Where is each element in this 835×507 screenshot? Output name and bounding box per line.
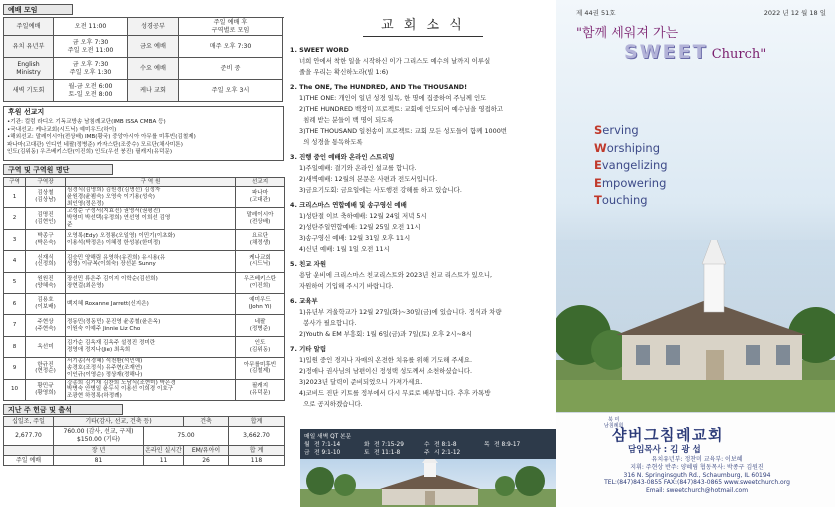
- offering-header: 합계: [229, 416, 285, 426]
- staff-line: 지휘: 주현상 반주: 양혜림 협동목사: 박종구 김원진: [630, 463, 764, 471]
- district-row: [4, 208, 285, 229]
- pastor: 담임목사 : 김 광 섭: [628, 445, 701, 455]
- slogan: [576, 22, 831, 63]
- qt-passage: 전 7:1-14: [314, 442, 341, 448]
- issue-line: [576, 8, 826, 17]
- district-row: [4, 336, 285, 357]
- district-members: 정동민(정동민) 문진영 윤종철(윤은옥) 이원숙 이예주 Jinnie Liz Cho: [66, 315, 236, 336]
- offering-title: 지난 주 헌금 및 출석: [3, 404, 123, 415]
- worship-title: 예배 모임: [3, 4, 73, 15]
- news-item: [290, 296, 556, 340]
- districts-header-row: [4, 178, 285, 187]
- attendance-value: 26: [184, 455, 229, 465]
- staff-info: [562, 456, 832, 495]
- church-photo-small: [300, 459, 560, 507]
- acrostic-rest: mpowering: [601, 175, 667, 190]
- news-item-head: 4. 크리스마스 연합예배 및 송구영신 예배: [290, 201, 407, 209]
- church-photo: [556, 240, 835, 420]
- district-mission: 필캐지 (유덕문): [236, 379, 285, 400]
- news-item-line: 2)새벽예배: 12월의 본문은 사편과 전도서입니다.: [299, 175, 438, 183]
- acrostic-cap: E: [594, 158, 602, 172]
- slogan-pre: "함께 세워져 가는: [576, 26, 679, 41]
- district-mission: 인도 (김위동): [236, 336, 285, 357]
- worship-cell: 케나 교회: [128, 80, 179, 102]
- district-mission: 말레이시아 (전상배): [236, 208, 285, 229]
- districts-header: 구 역 원: [66, 178, 236, 187]
- district-members: 김가순 김옥재 김옥주 설정진 정미란 정영애 정지나(Jie) 최옥희: [66, 336, 236, 357]
- news-item-line: 용담 운비에 크리스마스 친교리스트와 2023년 친교 리스트가 있으니,: [299, 271, 493, 279]
- district-number: 5: [4, 272, 26, 293]
- offering-value: 3,662.70: [229, 426, 285, 445]
- news-item-line: 줄을 우리는 확신하노라(빌 1:6): [299, 68, 389, 76]
- district-leader: 김명진 (김현인): [26, 208, 66, 229]
- attendance-header: 온라인 실시간: [145, 446, 182, 454]
- district-leader: 옥선미: [26, 336, 66, 357]
- district-row: [4, 272, 285, 293]
- acrostic-line: [594, 192, 668, 210]
- church-info: [556, 412, 835, 507]
- news-item-line: 1)주일예배: 결기와 온라인 설교를 합니다.: [299, 164, 417, 172]
- district-mission: 아무를미후빈 (김철제): [236, 358, 285, 379]
- district-leader: 김상철 (김상남): [26, 187, 66, 208]
- qt-day: 토: [364, 450, 370, 456]
- worship-cell: 금 오후 7:30 주일 오전 11:00: [54, 36, 128, 58]
- district-members: 고성순 구정서(지효진) 권영서(권평진) 박영미 박선택(유정희) 연선영 이희선 김영 준: [66, 208, 236, 229]
- acrostic-rest: vangelizing: [601, 158, 668, 172]
- worship-cell: 유치 유년부: [4, 36, 54, 58]
- district-row: [4, 251, 285, 272]
- cover-column: [556, 0, 835, 507]
- qt-passage: 전 7:15-29: [374, 442, 404, 448]
- district-mission: 예미우드 (John Yi): [236, 293, 285, 314]
- districts-title: 구역 및 구역원 명단: [3, 164, 113, 175]
- district-leader: 황민규 (황영희): [26, 379, 66, 400]
- contact-line: TEL:(847)843-0855 FAX:(847)843-0865 www.sweetchurch.org: [604, 479, 790, 487]
- worship-cell: 금 오후 7:30 주일 오후 1:30: [54, 58, 128, 80]
- news-item-line: 자원하여 기입해 주시기 바랍니다.: [299, 282, 394, 290]
- districts-header: 선교지: [236, 178, 285, 187]
- attendance-value: 주일 예배: [4, 455, 54, 465]
- news-item-head: 6. 교육부: [290, 297, 318, 305]
- worship-cell: English Ministry: [4, 58, 54, 80]
- acrostic-line: [594, 140, 668, 158]
- news-item-line: 2)Youth & EM 부흥회: 1월 6일(금)과 7일(토) 오후 2시~8시: [299, 330, 472, 338]
- news-item-line: 4)코비드 진단 키트를 정부에서 다시 무료로 배부합니다. 추후 카톡방: [299, 389, 491, 397]
- acrostic-cap: E: [594, 175, 602, 190]
- district-number: 2: [4, 208, 26, 229]
- district-number: 6: [4, 293, 26, 314]
- district-members: 백지혜 Roxanne Jarrett(신지은): [66, 293, 236, 314]
- news-item-line: 3)송구영신 예배: 12월 31일 오후 11시: [299, 234, 411, 242]
- missions-line: 파나마(고대관) 인디언 네팔(정병준) 카자스탄(조중수) 모르단(채사미톤): [7, 141, 183, 148]
- district-mission: 우즈베키스탄 (이진희): [236, 272, 285, 293]
- news-item-line: 너희 안에서 착한 일을 시작하신 이가 그리스도 예수의 날까지 이루실: [299, 57, 491, 65]
- qt-box: [300, 429, 560, 459]
- attendance-value: 11: [144, 455, 184, 465]
- worship-cell: 주일 예배 후 구역별로 모임: [179, 18, 283, 36]
- acrostic-line: [594, 122, 668, 140]
- news-item-head: 7. 기타 알림: [290, 345, 327, 353]
- qt-passage: 시 2:1-12: [434, 450, 461, 456]
- news-item-line: 1)성탄절 이브 축하예배: 12월 24일 저녁 5시: [299, 212, 427, 220]
- news-item: [290, 82, 556, 148]
- offering-value: 75.00: [144, 426, 229, 445]
- district-number: 3: [4, 229, 26, 250]
- worship-cell: 준비 중: [179, 58, 283, 80]
- acrostic: [594, 122, 668, 210]
- qt-row: [304, 441, 556, 449]
- district-row: [4, 379, 285, 400]
- district-members: 서기종(서경혜) 석천환(석민예) 송경호(조정식) 유주현(조재연) 이인규(이영순) 정상재(정해나): [66, 358, 236, 379]
- district-number: 7: [4, 315, 26, 336]
- offering-header: 십일조, 주일: [4, 416, 54, 426]
- districts-header: 구역: [4, 178, 26, 187]
- offering-value: 2,677.70: [4, 426, 54, 445]
- offering-header-row: [4, 416, 285, 426]
- district-mission: 네팔 (정병준): [236, 315, 285, 336]
- news-item-head: 1. SWEET WORD: [290, 46, 349, 54]
- news-item: [290, 152, 556, 196]
- acrostic-line: [594, 175, 668, 193]
- news-item-line: 1)입원 중인 경지나 자매의 온전한 치유를 위해 기도해 주세요.: [299, 356, 473, 364]
- district-leader: 박종구 (박은숙): [26, 229, 66, 250]
- convention-label: 북 미 남침례회: [604, 417, 624, 429]
- news-item: [290, 344, 556, 410]
- district-row: [4, 229, 285, 250]
- news-item: [290, 200, 556, 255]
- offering-header: 기타(감사, 선교, 건축 등): [54, 416, 184, 426]
- worship-cell: 주일예배: [4, 18, 54, 36]
- address: 316 N. Springinsguth Rd., Schaumburg, IL 60194: [623, 471, 771, 479]
- qt-day: 목: [484, 442, 490, 448]
- email-line: Email: sweetchurch@hotmail.com: [645, 487, 749, 495]
- center-column: [290, 4, 556, 504]
- church-name: 샴버그침례교회: [612, 426, 724, 444]
- attendance-header: 합 계: [229, 445, 285, 455]
- news-item-line: 의 성경을 통독하도록: [299, 138, 363, 146]
- district-members: 강종희 김기재 김찬희 노남식(조현미) 박은경 박병숙 안병일 윤두식 이용선 이희경 이호구 조광현 하정록(하정례): [66, 379, 236, 400]
- acrostic-cap: T: [594, 193, 602, 207]
- slogan-post: Church": [711, 47, 767, 62]
- attendance-header: [4, 445, 54, 455]
- news-title: 교 회 소 식: [363, 14, 483, 37]
- worship-cell: 주일 오후 3시: [179, 80, 283, 102]
- districts-body: [4, 187, 285, 401]
- news-item: [290, 45, 556, 78]
- attendance-value: 81: [54, 455, 144, 465]
- attendance-header: EM/유아이: [184, 445, 229, 455]
- qt-passage: 전 9:1-10: [314, 450, 341, 456]
- missions-line: •해외선교: 말레이시아(전상배) IMB(황국) 중앙아시아 아무를 미후빈(김철제): [7, 134, 196, 141]
- district-row: [4, 187, 285, 208]
- worship-cell: 수요 예배: [128, 58, 179, 80]
- district-mission: 케나교회 (시드닉): [236, 251, 285, 272]
- district-number: 1: [4, 187, 26, 208]
- districts-header: 구역장: [26, 178, 66, 187]
- worship-cell: 새벽 기도회: [4, 80, 54, 102]
- missions-line: •국내선교: 케나교회(시드닉) 예미우드(하이): [7, 126, 117, 133]
- worship-cell: 성경공부: [128, 18, 179, 36]
- news-item-line: 1)THE ONE: 개인이 일년 성경 일독, 한 명에 집중하여 주님께 인도: [299, 94, 487, 102]
- acrostic-cap: S: [594, 123, 603, 137]
- district-number: 8: [4, 336, 26, 357]
- news-item-line: 2)성탄주일연합예배: 12월 25일 오전 11시: [299, 223, 421, 231]
- left-column: [3, 4, 284, 504]
- district-members: 심경식(김명희) 김원경(김명선) 김정자 윤원경(윤뵘숙) 오영숙 이기용(성숙) 최인영(정은정): [66, 187, 236, 208]
- acrostic-rest: orshiping: [606, 140, 661, 155]
- offering-header: 건축: [184, 416, 229, 426]
- district-leader: 한규진 (현정순): [26, 358, 66, 379]
- worship-cell: 월-금 오전 6:00 토-일 오전 8:00: [54, 80, 128, 102]
- qt-passage: 전 11:1-8: [374, 450, 401, 456]
- missions-box: [3, 117, 284, 161]
- news-item-line: 3)THE THOUSAND 일천송이 프로젝트: 교회 모든 성도들이 함께 1000번: [299, 127, 507, 135]
- acrostic-line: [594, 157, 668, 175]
- district-mission: 파나마 (고대관): [236, 187, 285, 208]
- news-item-line: 으로 공지하겠습니다.: [299, 400, 363, 408]
- qt-day: 주: [424, 450, 430, 456]
- offering-value: 760.00 (감사, 선교, 구제) $150.00 (기타): [54, 426, 144, 445]
- qt-day: 금: [304, 450, 310, 456]
- qt-title: 매일 새벽 QT 본문: [304, 434, 352, 440]
- district-leader: 신재식 (신정희): [26, 251, 66, 272]
- district-number: 10: [4, 379, 26, 400]
- news-item-line: 2)THE HUNDRED 백장미 프로젝트: 교회에 인도되어 예수님을 영접하고: [299, 105, 504, 113]
- district-row: [4, 315, 285, 336]
- staff-line: 유치유년부: 정찬미 교육부: 이보혜: [651, 456, 743, 463]
- district-number: 4: [4, 251, 26, 272]
- district-members: 장선민 류은주 김이지 이학순(김선희) 장현걸(최은영): [66, 272, 236, 293]
- attendance-header-row: [4, 445, 285, 455]
- worship-table: [3, 17, 284, 102]
- qt-passage: 전 8:9-17: [494, 442, 521, 448]
- district-members: 오영록(Edy) 오정룡(오일영) 이민기(이초화) 이용석(박정은) 이혜정 한성봉(한미정): [66, 229, 236, 250]
- offering-value-row: [4, 426, 285, 445]
- district-members: 김승민 양해림 유영하(유진희) 유시용(유 성영) 이규복(이희숙) 장선분 Sunny: [66, 251, 236, 272]
- acrostic-rest: erving: [602, 123, 639, 137]
- district-leader: 원원진 (양혜숙): [26, 272, 66, 293]
- news-item-head: 5. 친교 자원: [290, 260, 327, 268]
- district-row: [4, 293, 285, 314]
- district-mission: 요르단 (채정생): [236, 229, 285, 250]
- news-list: [290, 45, 556, 410]
- news-item-line: 3)금요기도회: 금요일에는 사도행전 강해를 하고 있습니다.: [299, 186, 462, 194]
- district-leader: 주현상 (주현숙): [26, 315, 66, 336]
- qt-day: 수: [424, 442, 430, 448]
- news-item-line: 4)신년 예배: 1월 1일 오전 11시: [299, 245, 390, 253]
- qt-day: 월: [304, 442, 310, 448]
- acrostic-cap: W: [594, 140, 607, 155]
- districts-table: [3, 177, 285, 401]
- missions-line: 인도(김위동) 우즈베키스탄(이진희) 인도(우선 붕진) 필캐지(유덕문): [7, 149, 173, 156]
- news-item: [290, 259, 556, 292]
- news-item-head: 3. 진행 중인 예배와 온라인 스트리밍: [290, 153, 395, 161]
- attendance-value-row: [4, 455, 285, 465]
- qt-passage: 전 8:1-8: [434, 442, 457, 448]
- news-item-line: 3)2023년 달력이 준비되었으니 가져가세요.: [299, 378, 423, 386]
- issue-date: 2022 년 12 월 18 일: [763, 9, 826, 17]
- acrostic-rest: ouching: [601, 193, 648, 207]
- news-item-line: 침례 받는 분들이 백 명이 되도록: [299, 116, 394, 124]
- news-item-line: 2)정애나 권사님의 남편이신 정성택 성도께서 소천하셨습니다.: [299, 367, 473, 375]
- district-row: [4, 358, 285, 379]
- missions-line: •기관: 컬럼 라디오 기독교방송 남침례교단(IMB ISSA CMBA 등): [7, 119, 166, 125]
- news-item-line: 봉사가 필요합니다.: [299, 319, 357, 327]
- attendance-header: 장 년: [54, 445, 144, 455]
- qt-row: [304, 449, 556, 457]
- worship-cell: 금요 예배: [128, 36, 179, 58]
- qt-day: 화: [364, 442, 370, 448]
- news-item-head: 2. The ONE, The HUNDRED, AND The THOUSAND!: [290, 83, 468, 91]
- issue-number: 제 44권 51호: [576, 9, 616, 17]
- district-leader: 김용호 (이보배): [26, 293, 66, 314]
- slogan-sweet: SWEET: [624, 41, 708, 63]
- attendance-value: 118: [229, 455, 285, 465]
- news-item-line: 1)유년부 겨울학교가 12월 27일(화)~30일(금)에 있습니다. 정식과 차량: [299, 308, 502, 316]
- offering-table: [3, 416, 285, 466]
- missions-title: 후원 선교지: [3, 106, 284, 117]
- district-number: 9: [4, 358, 26, 379]
- worship-cell: 오전 11:00: [54, 18, 128, 36]
- worship-cell: 매주 오후 7:30: [179, 36, 283, 58]
